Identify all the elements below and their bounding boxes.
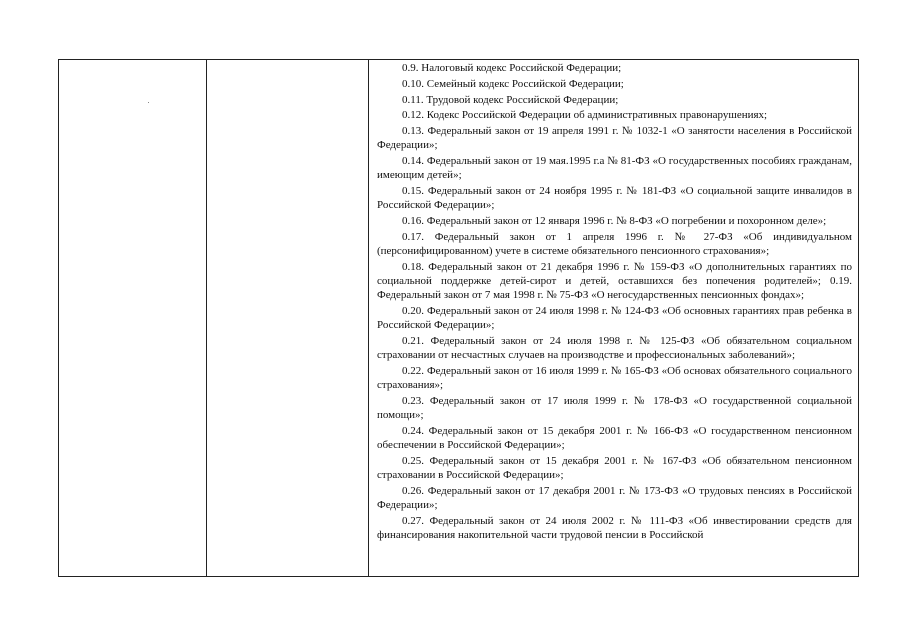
list-item: 0.10. Семейный кодекс Российской Федерации;	[402, 77, 624, 90]
list-item: 0.24. Федеральный закон от 15 декабря 2001 г. № 166-ФЗ «О государственном пенсионном обеспечении в Российской Федерации»;	[377, 425, 852, 452]
list-item: 0.26. Федеральный закон от 17 декабря 2001 г. № 173-ФЗ «О трудовых пенсиях в Российской Федерации»;	[377, 485, 852, 512]
list-item: 0.13. Федеральный закон от 19 апреля 1991 г. № 1032-1 «О занятости населения в Российской Федерации»;	[377, 125, 852, 152]
table-cell-col2	[207, 60, 369, 577]
list-item: 0.25. Федеральный закон от 15 декабря 2001 г. № 167-ФЗ «Об обязательном пенсионном страховании в Российской Федерации»;	[377, 455, 852, 482]
table-row	[59, 60, 859, 577]
legal-acts-table	[58, 59, 859, 577]
table-cell-col1	[59, 60, 207, 577]
list-item: 0.22. Федеральный закон от 16 июля 1999 г. № 165-ФЗ «Об основах обязательного социального страхования»;	[377, 365, 852, 392]
list-item: 0.12. Кодекс Российской Федерации об административных правонарушениях;	[402, 109, 768, 122]
list-item: 0.27. Федеральный закон от 24 июля 2002 г. № 111-ФЗ «Об инвестировании средств для финансирования накопительной части трудовой пенсии в Российской	[377, 515, 852, 542]
table-cell-legal-acts	[369, 60, 859, 577]
legal-acts-list	[369, 60, 858, 543]
list-item: 0.21. Федеральный закон от 24 июля 1998 г. № 125-ФЗ «Об обязательном социальном страховании от несчастных случаев на производстве и профессиональных заболеваний»;	[377, 335, 852, 362]
list-item: 0.15. Федеральный закон от 24 ноября 1995 г. № 181-ФЗ «О социальной защите инвалидов в Российской Федерации»;	[377, 185, 852, 212]
list-item: 0.20. Федеральный закон от 24 июля 1998 г. № 124-ФЗ «Об основных гарантиях прав ребенка в Российской Федерации»;	[377, 305, 852, 332]
list-item: 0.14. Федеральный закон от 19 мая.1995 г.а № 81-ФЗ «О государственных пособиях гражданам, имеющим детей»;	[377, 155, 852, 182]
list-item: 0.23. Федеральный закон от 17 июля 1999 г. № 178-ФЗ «О государственной социальной помощи»;	[377, 395, 852, 422]
list-item: 0.9. Налоговый кодекс Российской Федерации;	[402, 62, 622, 74]
list-item: 0.11. Трудовой кодекс Российской Федерации;	[402, 93, 619, 106]
scan-speck	[148, 102, 149, 103]
list-item: 0.17. Федеральный закон от 1 апреля 1996 г. № 27-ФЗ «Об индивидуальном (персонифицированном) учете в системе обязательного пенсионного страхования»;	[377, 230, 852, 258]
list-item: 0.18. Федеральный закон от 21 декабря 1996 г. № 159-ФЗ «О дополнительных гарантиях по социальной поддержке детей-сирот и детей, оставшихся без попечения родителей»; 0.19. Федеральный закон от 7 мая 1998 г. № 75-ФЗ «О негосударственных пенсионных фондах»;	[377, 260, 852, 302]
list-item: 0.16. Федеральный закон от 12 января 1996 г. № 8-ФЗ «О погребении и похоронном деле»;	[402, 215, 827, 228]
